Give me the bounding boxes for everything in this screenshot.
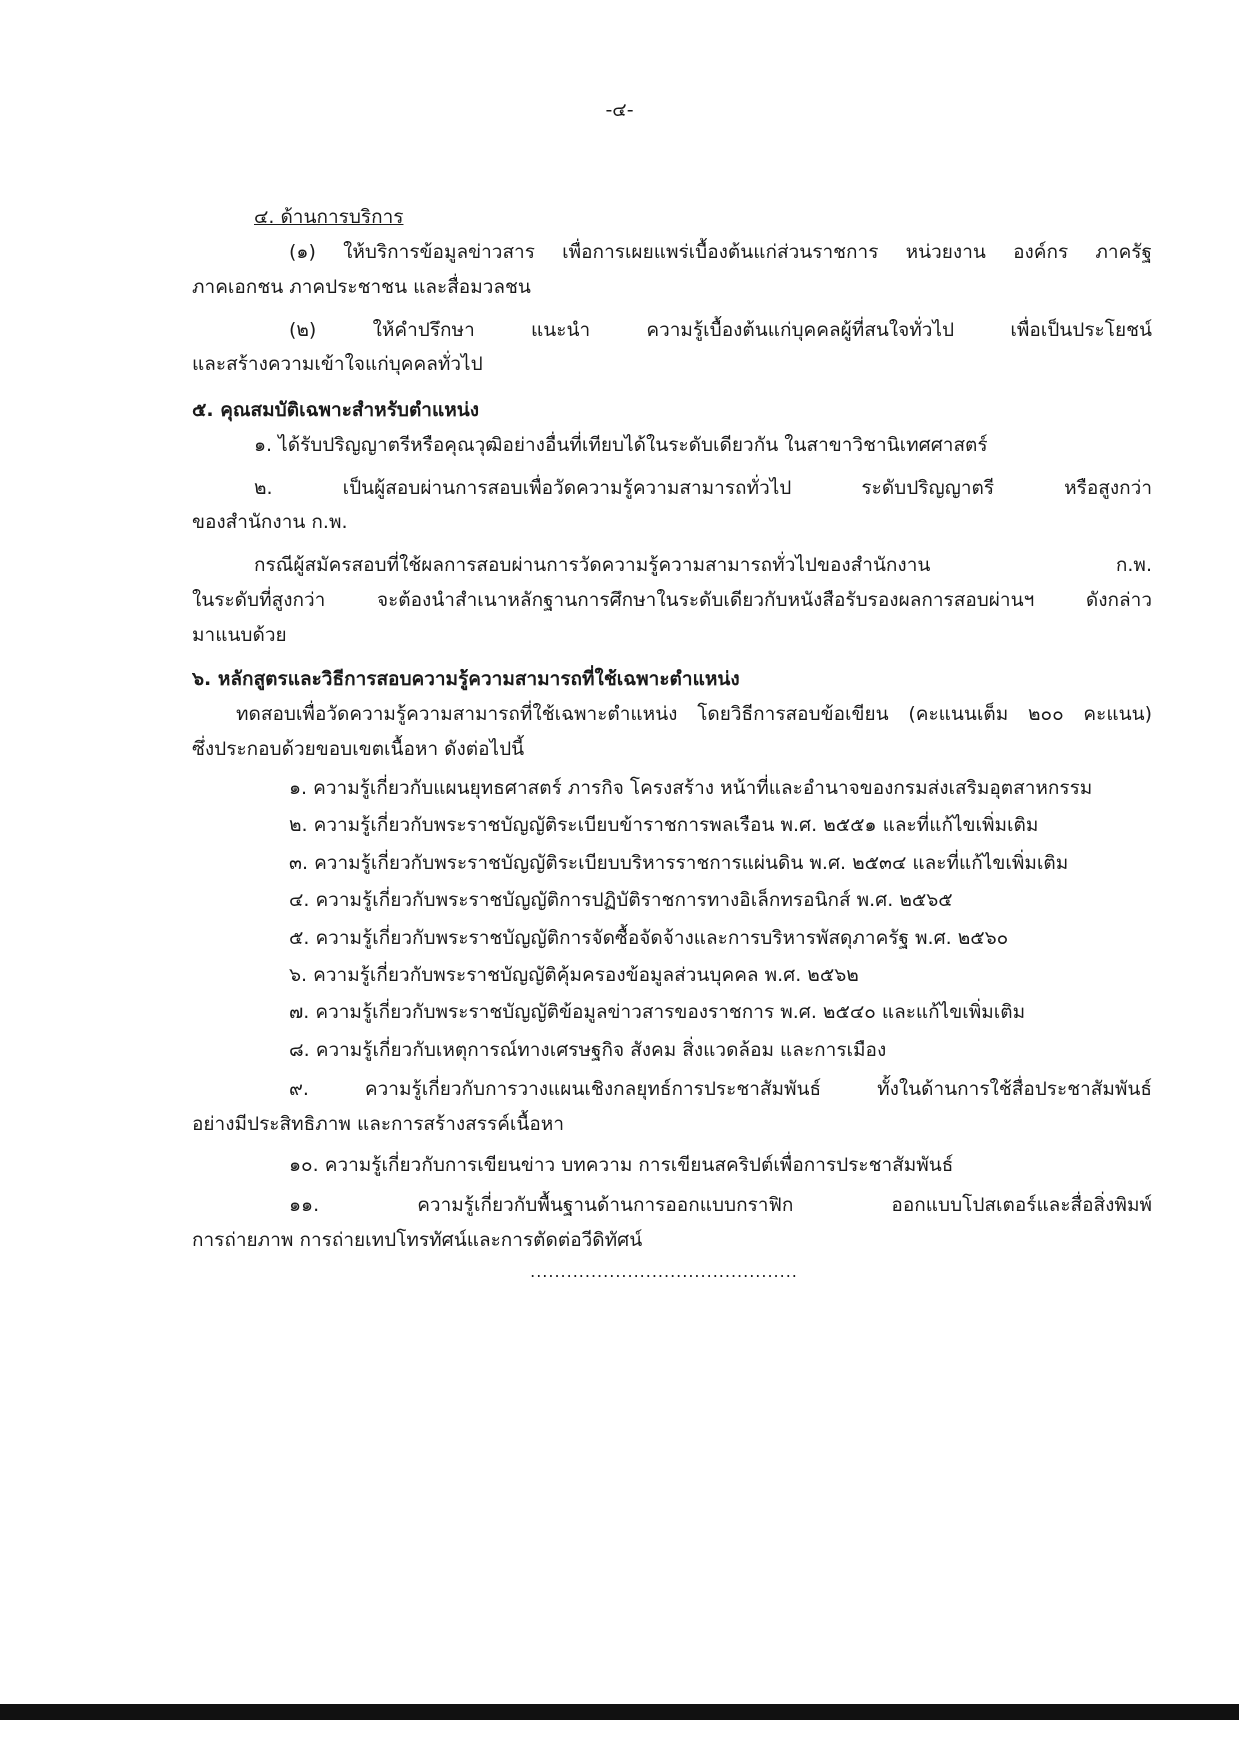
- page-number: -๔-: [605, 99, 634, 121]
- section4-item2-line2: และสร้างความเข้าใจแก่บุคคลทั่วไป: [192, 353, 483, 375]
- section6-item-7: ๗. ความรู้เกี่ยวกับพระราชบัญญัติข้อมูลข่าวสารของราชการ พ.ศ. ๒๕๔๐ และแก้ไขเพิ่มเติม: [289, 1001, 1026, 1023]
- section6-item-6: ๖. ความรู้เกี่ยวกับพระราชบัญญัติคุ้มครองข้อมูลส่วนบุคคล พ.ศ. ๒๕๖๒: [289, 964, 859, 986]
- section6-item9-line2: อย่างมีประสิทธิภาพ และการสร้างสรรค์เนื้อหา: [192, 1113, 564, 1135]
- section4-item1-line1: (๑) ให้บริการข้อมูลข่าวสาร เพื่อการเผยแพร่เบื้องต้นแก่ส่วนราชการ หน่วยงาน องค์กร ภาครัฐ: [289, 241, 1152, 263]
- section6-item-4: ๔. ความรู้เกี่ยวกับพระราชบัญญัติการปฏิบัติราชการทางอิเล็กทรอนิกส์ พ.ศ. ๒๕๖๕: [289, 889, 953, 911]
- section6-heading: ๖. หลักสูตรและวิธีการสอบความรู้ความสามารถที่ใช้เฉพาะตำแหน่ง: [192, 668, 740, 690]
- section6-intro-line2: ซึ่งประกอบด้วยขอบเขตเนื้อหา ดังต่อไปนี้: [192, 738, 525, 760]
- section5-item2-line2: ของสำนักงาน ก.พ.: [192, 511, 348, 533]
- section6-item10: ๑๐. ความรู้เกี่ยวกับการเขียนข่าว บทความ การเขียนสคริปต์เพื่อการประชาสัมพันธ์: [289, 1154, 954, 1176]
- section6-item11-line1: ๑๑. ความรู้เกี่ยวกับพื้นฐานด้านการออกแบบกราฟิก ออกแบบโปสเตอร์และสื่อสิ่งพิมพ์: [289, 1194, 1152, 1216]
- section5-heading: ๕. คุณสมบัติเฉพาะสำหรับตำแหน่ง: [192, 399, 480, 421]
- section6-item-5: ๕. ความรู้เกี่ยวกับพระราชบัญญัติการจัดซื้อจัดจ้างและการบริหารพัสดุภาครัฐ พ.ศ. ๒๕๖๐: [289, 927, 1009, 949]
- scan-edge-bar: [0, 1704, 1239, 1720]
- section5-note-line3: มาแนบด้วย: [192, 624, 287, 646]
- section6-item9-line1: ๙. ความรู้เกี่ยวกับการวางแผนเชิงกลยุทธ์การประชาสัมพันธ์ ทั้งในด้านการใช้สื่อประชาสัมพันธ์: [289, 1078, 1152, 1100]
- section5-note-line1: กรณีผู้สมัครสอบที่ใช้ผลการสอบผ่านการวัดความรู้ความสามารถทั่วไปของสำนักงาน ก.พ.: [254, 554, 1152, 576]
- section6-item11-line2: การถ่ายภาพ การถ่ายเทปโทรทัศน์และการตัดต่อวีดิทัศน์: [192, 1229, 643, 1251]
- section6-item-1: ๑. ความรู้เกี่ยวกับแผนยุทธศาสตร์ ภารกิจ โครงสร้าง หน้าที่และอำนาจของกรมส่งเสริมอุตสาหกรรม: [289, 777, 1093, 799]
- section5-item2-line1: ๒. เป็นผู้สอบผ่านการสอบเพื่อวัดความรู้ความสามารถทั่วไป ระดับปริญญาตรี หรือสูงกว่า: [254, 477, 1152, 499]
- section4-heading: ๔. ด้านการบริการ: [254, 206, 404, 228]
- section6-item-3: ๓. ความรู้เกี่ยวกับพระราชบัญญัติระเบียบบริหารราชการแผ่นดิน พ.ศ. ๒๕๓๔ และที่แก้ไขเพิ่มเติม: [289, 852, 1069, 874]
- section6-item-2: ๒. ความรู้เกี่ยวกับพระราชบัญญัติระเบียบข้าราชการพลเรือน พ.ศ. ๒๕๕๑ และที่แก้ไขเพิ่มเติม: [289, 814, 1039, 836]
- section4-item1-line2: ภาคเอกชน ภาคประชาชน และสื่อมวลชน: [192, 276, 531, 298]
- section6-item-8: ๘. ความรู้เกี่ยวกับเหตุการณ์ทางเศรษฐกิจ สังคม สิ่งแวดล้อม และการเมือง: [289, 1039, 887, 1061]
- end-of-document-marker: ............................................: [530, 1262, 798, 1281]
- section6-intro-line1: ทดสอบเพื่อวัดความรู้ความสามารถที่ใช้เฉพาะตำแหน่ง โดยวิธีการสอบข้อเขียน (คะแนนเต็ม ๒๐๐ คะแนน): [236, 703, 1152, 725]
- section5-note-line2: ในระดับที่สูงกว่า จะต้องนำสำเนาหลักฐานการศึกษาในระดับเดียวกับหนังสือรับรองผลการสอบผ่านฯ ดังกล่าว: [192, 589, 1152, 611]
- section4-item2-line1: (๒) ให้คำปรึกษา แนะนำ ความรู้เบื้องต้นแก่บุคคลผู้ที่สนใจทั่วไป เพื่อเป็นประโยชน์: [289, 319, 1152, 341]
- section5-item1: ๑. ได้รับปริญญาตรีหรือคุณวุฒิอย่างอื่นที่เทียบได้ในระดับเดียวกัน ในสาขาวิชานิเทศศาสตร์: [254, 434, 988, 456]
